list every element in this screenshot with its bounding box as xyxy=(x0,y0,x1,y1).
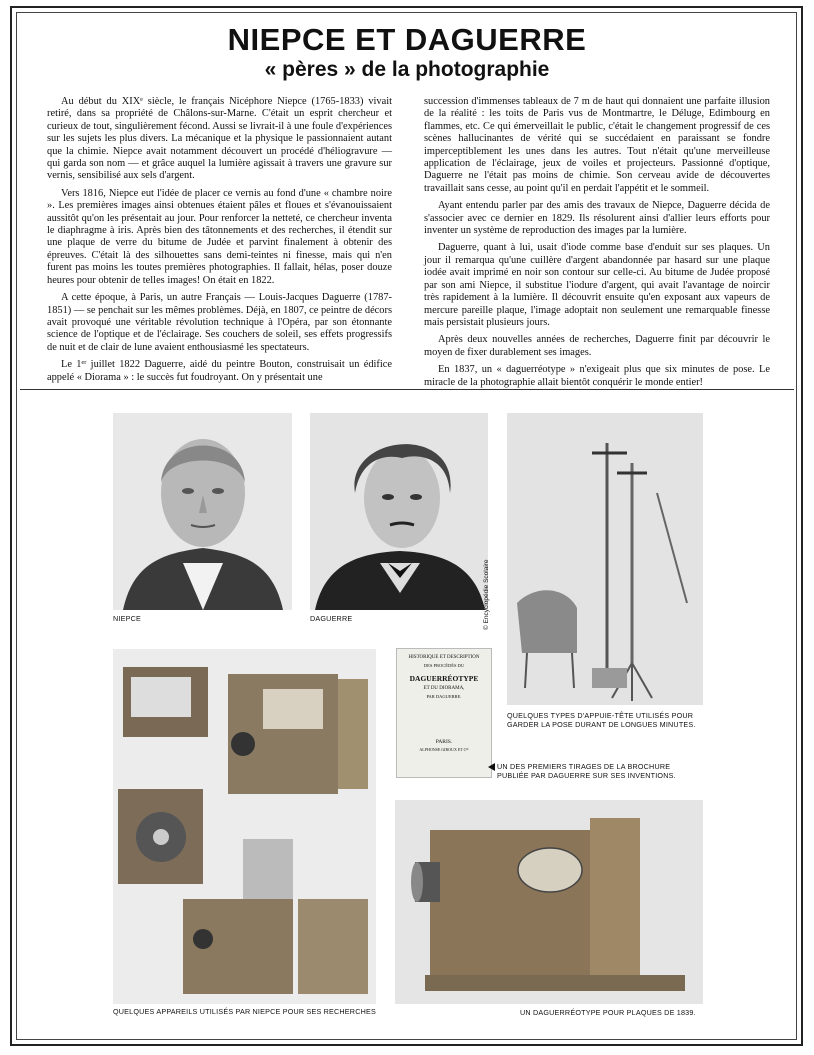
brochure-cover xyxy=(396,648,492,778)
arrow-left-icon xyxy=(488,763,495,771)
headrests-caption: QUELQUES TYPES D'APPUIE-TÊTE UTILISÉS POUR GARDER LA POSE DURANT DE LONGUES MINUTES. xyxy=(507,711,696,729)
daguerreotype-caption: UN DAGUERRÉOTYPE POUR PLAQUES DE 1839. xyxy=(520,1008,696,1017)
text-column-right xyxy=(424,96,770,394)
brochure-line: PARIS. xyxy=(435,739,453,745)
photo-credit: © Encyclopédie Scolaire xyxy=(483,559,490,630)
headrests-photo xyxy=(507,413,703,705)
niepce-devices-caption: QUELQUES APPAREILS UTILISÉS PAR NIEPCE POUR SES RECHERCHES xyxy=(113,1007,376,1016)
niepce-caption: NIEPCE xyxy=(113,614,141,623)
brochure-caption: UN DES PREMIERS TIRAGES DE LA BROCHURE PUBLIÉE PAR DAGUERRE SUR SES INVENTIONS. xyxy=(497,762,676,780)
page-subtitle: « pères » de la photographie xyxy=(264,58,550,81)
paragraph: Après deux nouvelles années de recherches, Daguerre finit par découvrir le moyen de fixer durablement ses images. xyxy=(424,334,770,358)
paragraph: Le 1ᵉʳ juillet 1822 Daguerre, aidé du peintre Bouton, construisait un édifice appelé « Diorama » : le succès fut foudroyant. On y présentait une xyxy=(47,359,392,383)
section-divider xyxy=(20,389,794,390)
brochure-line: ALPHONSE GIROUX ET Cᴵᴱ xyxy=(419,747,469,752)
paragraph: Au début du XIXᵉ siècle, le français Nicéphore Niepce (1765-1833) vivait retiré, dans sa propriété de Châlons-sur-Marne. C'était un esprit chercheur et curieux de tout, singulièrement fécond. Aussi se livrait-il à une foule d'expériences sur les sujets les plus divers. La mécanique et la physique le passionnaient autant que la chimie. Niepce avait notamment découvert un procédé d'héliogravure — qui garda son nom — et grâce auquel la lumière agissait à travers une gravure sur vernis, sensibilisé aux sels d'argent. xyxy=(47,96,392,182)
brochure-line: DES PROCÉDÉS DU xyxy=(423,663,465,668)
brochure-line: ET DU DIORAMA, xyxy=(423,686,465,691)
paragraph: Ayant entendu parler par des amis des travaux de Niepce, Daguerre décida de s'associer avec ce dernier en 1829. Ils résolurent ainsi d'allier leurs efforts pour inventer un système de reproduction des images par la lumière. xyxy=(424,200,770,237)
niepce-devices-photo xyxy=(113,649,376,1004)
niepce-portrait xyxy=(113,413,292,610)
daguerre-caption: DAGUERRE xyxy=(310,614,353,623)
daguerre-portrait xyxy=(310,413,488,610)
brochure-title: DAGUERRÉOTYPE xyxy=(409,674,479,683)
paragraph: Daguerre, quant à lui, usait d'iode comme base d'enduit sur ses plaques. Un jour il remarqua qu'une cuillère d'argent abandonnée par hasard sur une plaque iodée avait imprimé en noir son contour sur celle-ci. Au bitume de Judée proposé par son ami Niepce, il substitue l'iodure d'argent, qui avait l'avantage de noircir très rapidement à la lumière. Il découvrit ensuite qu'en exposant aux vapeurs de mercure pareille plaque, l'image adoptait non seulement une remarquable finesse mais persistait plusieurs jours. xyxy=(424,242,770,328)
daguerreotype-photo xyxy=(395,800,703,1004)
page-title: NIEPCE ET DAGUERRE xyxy=(227,22,587,57)
paragraph: Vers 1816, Niepce eut l'idée de placer ce vernis au fond d'une « chambre noire ». Les premières images ainsi obtenues étaient pâles et floues et s'évanouissaient aussitôt qu'on les présentait au jour. Pour renforcer la netteté, ce chercheur inventa le diaphragme à iris. Après bien des tâtonnements et des recherches, il étendit sur une plaque de verre du bitume de Judée et parvint finalement à obtenir des épreuves. C'était là des silhouettes sans demi-teintes ni finesse, mais qui n'en furent pas moins les toutes premières photographies. Il fallait, hélas, poser douze heures pour obtenir de telles images! On était en 1822. xyxy=(47,187,392,286)
text-column-left xyxy=(47,96,392,389)
brochure-line: PAR DAGUERRE. xyxy=(426,694,462,699)
paragraph: En 1837, un « daguerréotype » n'exigeait plus que six minutes de pose. Le miracle de la photographie allait bientôt conquérir le monde entier! xyxy=(424,364,770,388)
paragraph: succession d'immenses tableaux de 7 m de haut qui donnaient une parfaite illusion de la réalité : les toits de Paris vus de Montmartre, le Déluge, Edimbourg en flammes, etc. Ce qui émerveillait le public, c'était le changement progressif de ces scènes hallucinantes de vérité qui se succédaient en paraissant se fondre imperceptiblement les unes dans les autres. Tout n'était qu'une merveilleuse application de l'éclairage, jeux de voiles et projecteurs. Passionné d'optique, Daguerre ne l'était pas moins de chimie. Son cerveau avide de découvertes travaillait sans cesse, au point qu'il en perdait l'appétit et le sommeil. xyxy=(424,96,770,194)
paragraph: A cette époque, à Paris, un autre Français — Louis-Jacques Daguerre (1787-1851) — se penchait sur les mêmes problèmes. Déjà, en 1807, ce peintre de décors avait provoqué une véritable révolution technique à l'Opéra, par son étonnante science de l'optique et de l'éclairage. Ses couchers de soleil, ses effets progressifs de nuit et de clair de lune avaient enthousiasmé les spectateurs. xyxy=(47,292,392,353)
brochure-line: HISTORIQUE ET DESCRIPTION xyxy=(408,655,480,660)
